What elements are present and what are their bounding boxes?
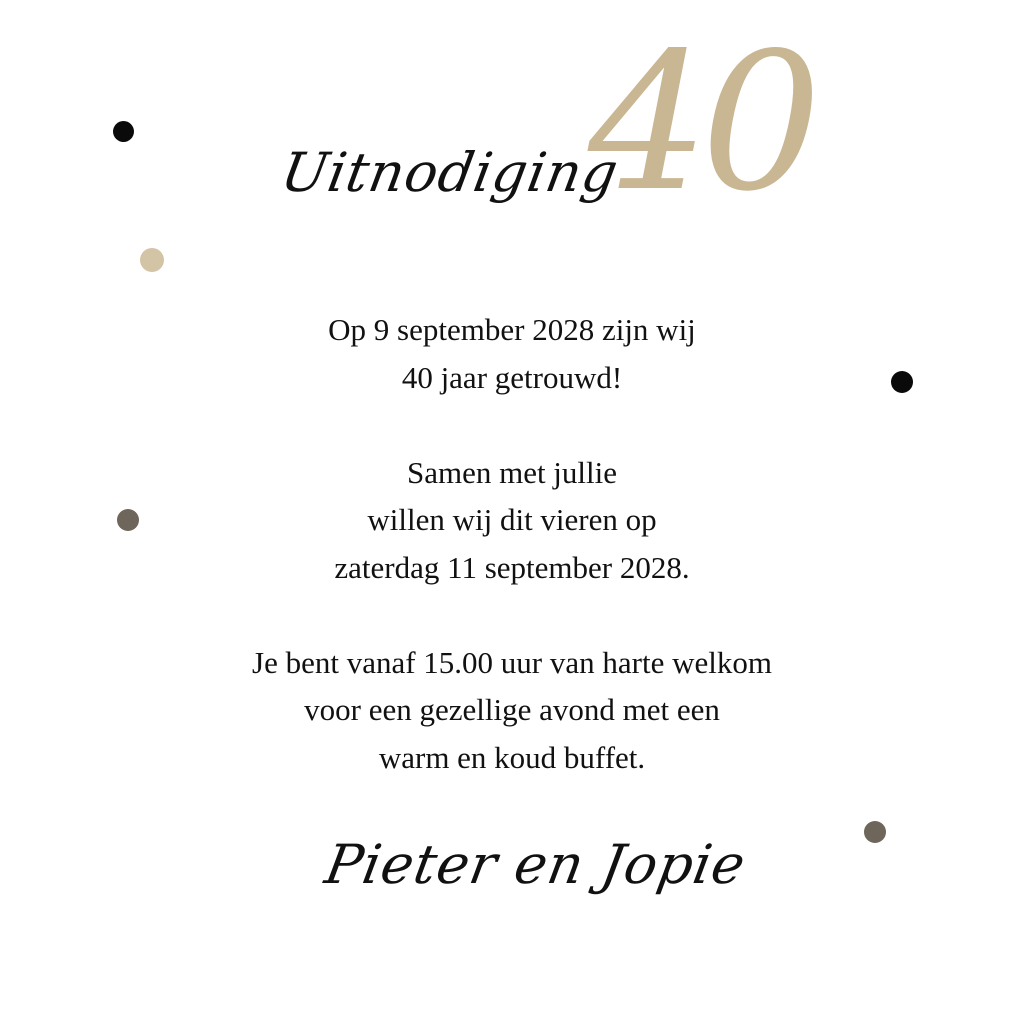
invitation-body: [0, 306, 1024, 781]
invitation-title: Uitnodiging: [276, 141, 624, 204]
body-line: 40 jaar getrouwd!: [401, 359, 623, 395]
body-line: Je bent vanaf 15.00 uur van harte welkom: [252, 644, 772, 680]
decorative-dot-taupe: [864, 821, 886, 843]
body-line: Op 9 september 2028 zijn wij: [328, 312, 696, 347]
body-line: Samen met jullie: [406, 454, 618, 490]
body-line: willen wij dit vieren op: [367, 502, 657, 537]
body-line: voor een gezellige avond met een: [304, 692, 720, 727]
decorative-dot-black: [113, 121, 134, 142]
decorative-dot-tan: [140, 248, 164, 272]
signature: Pieter en Jopie: [320, 833, 751, 896]
body-line: zaterdag 11 september 2028.: [334, 549, 690, 585]
body-line: warm en koud buffet.: [378, 739, 646, 775]
anniversary-number: 40: [588, 12, 814, 233]
